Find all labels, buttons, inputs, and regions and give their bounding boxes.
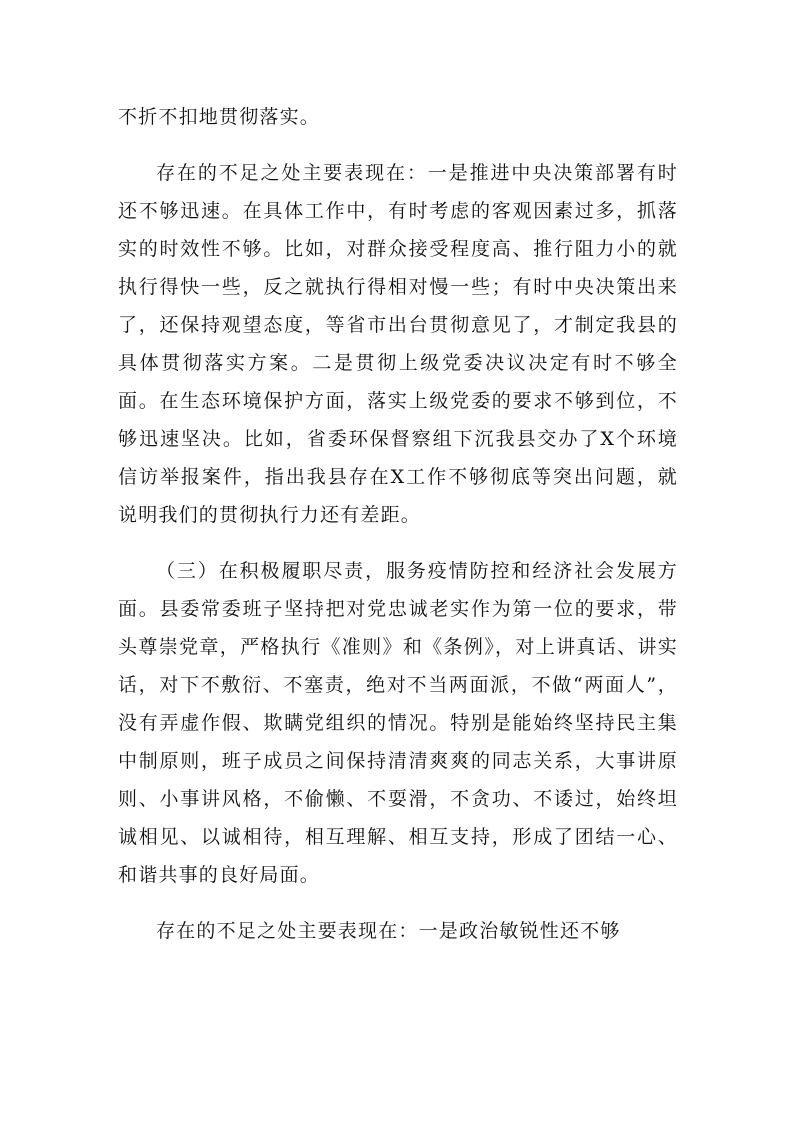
paragraph-shortcomings-two: 存在的不足之处主要表现在：一是政治敏锐性还不够 <box>156 920 621 942</box>
document-body <box>118 98 678 950</box>
paragraph-shortcomings-one: 存在的不足之处主要表现在：一是推进中央决策部署有时还不够迅速。在具体工作中，有时考虑的客观因素过多，抓落实的时效性不够。比如，对群众接受程度高、推行阻力小的就执行得快一些，反之就执行得相对慢一些；有时中央决策出来了，还保持观望态度，等省市出台贯彻意见了，才制定我县的具体贯彻落实方案。二是贯彻上级党委决议决定有时不够全面。在生态环境保护方面，落实上级党委的要求不够到位，不够迅速坚决。比如，省委环保督察组下沉我县交办了X个环境信访举报案件，指出我县存在X工作不够彻底等突出问题，就说明我们的贯彻执行力还有差距。 <box>118 162 678 526</box>
paragraph-section-three: （三）在积极履职尽责，服务疫情防控和经济社会发展方面。县委常委班子坚持把对党忠诚老实作为第一位的要求，带头尊崇党章，严格执行《准则》和《条例》，对上讲真话、讲实话，对下不敷衍、不塞责，绝对不当两面派，不做“两面人”，没有弄虚作假、欺瞒党组织的情况。特别是能始终坚持民主集中制原则，班子成员之间保持清清爽爽的同志关系，大事讲原则、小事讲风格，不偷懒、不耍滑，不贪功、不诿过，始终坦诚相见、以诚相待，相互理解、相互支持，形成了团结一心、和谐共事的良好局面。 <box>118 560 678 886</box>
paragraph-continuation: 不折不扣地贯彻落实。 <box>118 106 321 128</box>
